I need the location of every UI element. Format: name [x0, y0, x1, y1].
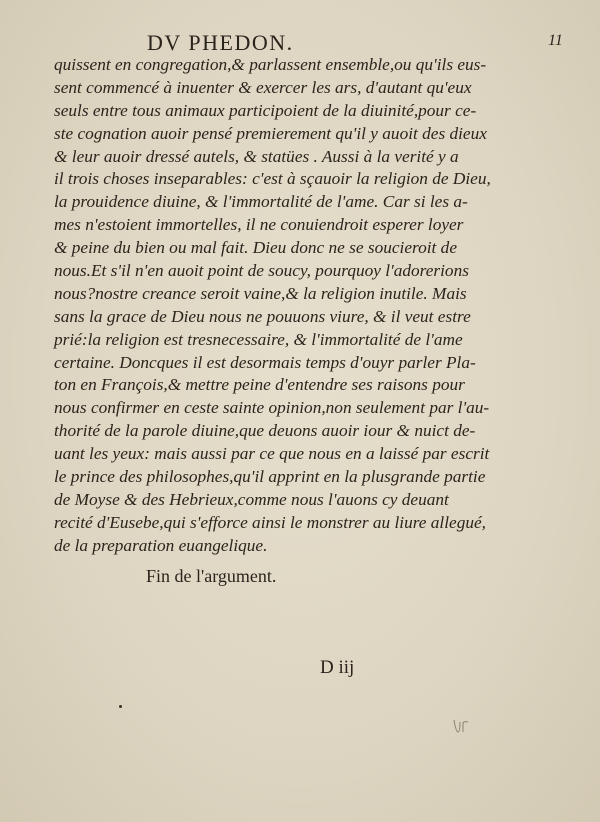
- text-line: prié:la religion est tresnecessaire, & l'immortalité de l'ame: [54, 329, 463, 349]
- signature-mark: D iij: [320, 657, 355, 678]
- ink-dot: [119, 705, 122, 708]
- text-line: thorité de la parole diuine,que deuons auoir iour & nuict de-: [54, 421, 476, 441]
- text-line: il trois choses inseparables: c'est à sçauoir la religion de Dieu,: [54, 169, 491, 189]
- text-line: & leur auoir dressé autels, & statües . Aussi à la verité y a: [54, 146, 459, 166]
- text-line: ton en François,& mettre peine d'entendre ses raisons pour: [54, 375, 465, 395]
- page-number: 11: [548, 32, 563, 49]
- text-line: nous.Et s'il n'en auoit point de soucy, pourquoy l'adorerions: [54, 261, 469, 281]
- text-line: seuls entre tous animaux participoient de la diuinité,pour ce-: [54, 100, 477, 120]
- text-line: nous confirmer en ceste sainte opinion,non seulement par l'au-: [54, 398, 490, 418]
- pencil-mark-icon: [452, 718, 472, 734]
- text-line: quissent en congregation,& parlassent ensemble,ou qu'ils eus-: [54, 55, 487, 74]
- text-line: de Moyse & des Hebrieux,comme nous l'auons cy deuant: [54, 489, 449, 509]
- text-line: nous?nostre creance seroit vaine,& la religion inutile. Mais: [54, 283, 467, 303]
- text-line: le prince des philosophes,qu'il apprint en la plusgrande partie: [54, 467, 486, 487]
- text-line: sent commencé à inuenter & exercer les ars, d'autant qu'eux: [54, 77, 472, 97]
- text-line: de la preparation euangelique.: [54, 535, 268, 555]
- text-line: certaine. Doncques il est desormais temps d'ouyr parler Pla-: [54, 352, 476, 372]
- text-line: uant les yeux: mais aussi par ce que nous en a laissé par escrit: [54, 444, 490, 464]
- text-line: ste cognation auoir pensé premierement qu'il y auoit des dieux: [54, 123, 487, 143]
- text-line: la prouidence diuine, & l'immortalité de l'ame. Car si les a-: [54, 192, 468, 212]
- closing-line: Fin de l'argument.: [146, 566, 277, 586]
- text-line: & peine du bien ou mal fait. Dieu donc ne se soucieroit de: [54, 238, 457, 258]
- body-text: [54, 54, 491, 558]
- text-line: mes n'estoient immortelles, il ne conuiendroit esperer loyer: [54, 215, 464, 235]
- text-line: sans la grace de Dieu nous ne pouuons viure, & il veut estre: [54, 306, 471, 326]
- running-head: DV PHEDON.: [147, 30, 294, 55]
- text-line: recité d'Eusebe,qui s'efforce ainsi le monstrer au liure allegué,: [54, 512, 486, 532]
